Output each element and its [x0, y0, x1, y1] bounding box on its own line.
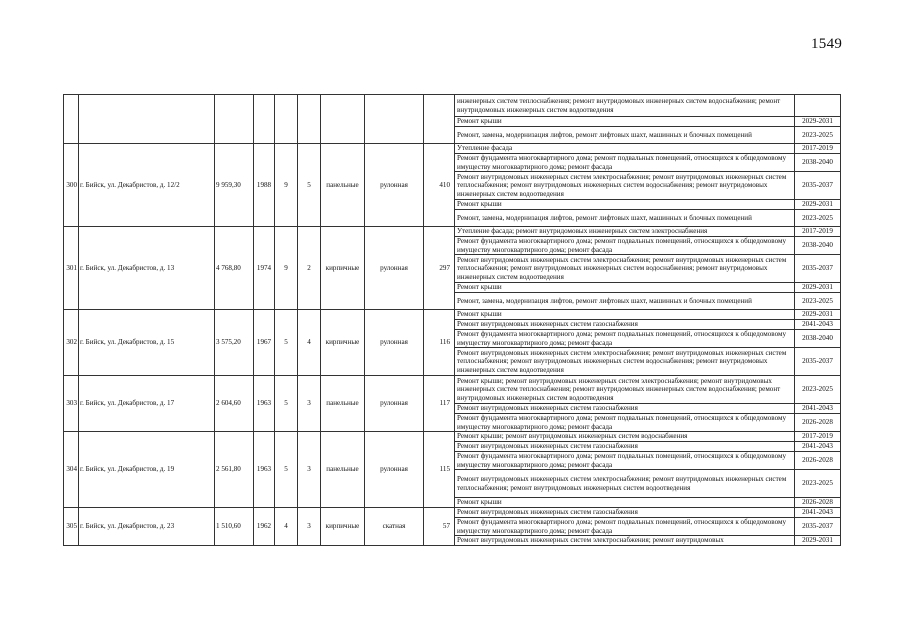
entrances-cell: 3 — [298, 508, 321, 546]
wall-material-cell: панельные — [321, 376, 365, 432]
cont-floors-cell — [275, 95, 298, 144]
floors-cell: 5 — [275, 432, 298, 508]
wall-material-cell: кирпичные — [321, 508, 365, 546]
address-cell: г. Бийск, ул. Декабристов, д. 13 — [79, 227, 215, 310]
area-cell: 2 561,80 — [215, 432, 254, 508]
residents-cell: 410 — [424, 144, 455, 227]
period-cell: 2023-2025 — [795, 470, 841, 498]
table-row — [64, 310, 841, 320]
address-cell: г. Бийск, ул. Декабристов, д. 23 — [79, 508, 215, 546]
table-row — [64, 144, 841, 154]
residents-cell: 57 — [424, 508, 455, 546]
period-cell: 2041-2043 — [795, 404, 841, 414]
period-cell: 2029-2031 — [795, 536, 841, 546]
cont-address-cell — [79, 95, 215, 144]
work-cell: Ремонт внутридомовых инженерных систем газоснабжения — [455, 320, 795, 330]
work-cell: инженерных систем теплоснабжения; ремонт внутридомовых инженерных систем водоснабжения; ремонт внутридомовых инженерных систем водоотведения — [455, 95, 795, 117]
period-cell: 2041-2043 — [795, 442, 841, 452]
period-cell: 2023-2025 — [795, 376, 841, 404]
year-cell: 1963 — [254, 376, 275, 432]
cont-num-cell — [64, 95, 79, 144]
year-cell: 1988 — [254, 144, 275, 227]
work-cell: Ремонт, замена, модернизация лифтов, ремонт лифтовых шахт, машинных и блочных помещений — [455, 293, 795, 310]
work-cell: Ремонт крыши — [455, 283, 795, 293]
work-cell: Ремонт крыши; ремонт внутридомовых инженерных систем водоснабжения — [455, 432, 795, 442]
work-cell: Ремонт фундамента многоквартирного дома; ремонт подвальных помещений, относящихся к общедомовому имуществу многоквартирного дома; ремонт фасада — [455, 154, 795, 172]
roof-type-cell: рулонная — [365, 376, 424, 432]
period-cell: 2035-2037 — [795, 348, 841, 376]
period-cell: 2029-2031 — [795, 200, 841, 210]
period-cell: 2041-2043 — [795, 320, 841, 330]
period-cell: 2029-2031 — [795, 310, 841, 320]
work-cell: Ремонт крыши; ремонт внутридомовых инженерных систем электроснабжения; ремонт внутридомовых инженерных систем теплоснабжения; ремонт внутридомовых инженерных систем водоснабжения; ремонт внутридомовых инженерных систем водоотведения — [455, 376, 795, 404]
year-cell: 1963 — [254, 432, 275, 508]
residents-cell: 117 — [424, 376, 455, 432]
work-cell: Ремонт фундамента многоквартирного дома; ремонт подвальных помещений, относящихся к общедомовому имуществу многоквартирного дома; ремонт фасада — [455, 330, 795, 348]
work-cell: Ремонт фундамента многоквартирного дома; ремонт подвальных помещений, относящихся к общедомовому имуществу многоквартирного дома; ремонт фасада — [455, 452, 795, 470]
work-cell: Ремонт фундамента многоквартирного дома; ремонт подвальных помещений, относящихся к общедомовому имуществу многоквартирного дома; ремонт фасада — [455, 237, 795, 255]
address-cell: г. Бийск, ул. Декабристов, д. 17 — [79, 376, 215, 432]
year-cell: 1967 — [254, 310, 275, 376]
building-number-cell: 304 — [64, 432, 79, 508]
entrances-cell: 3 — [298, 376, 321, 432]
cont-entrances-cell — [298, 95, 321, 144]
area-cell: 2 604,60 — [215, 376, 254, 432]
period-cell: 2029-2031 — [795, 283, 841, 293]
cont-roof-cell — [365, 95, 424, 144]
work-cell: Ремонт внутридомовых инженерных систем электроснабжения; ремонт внутридомовых инженерных систем теплоснабжения; ремонт внутридомовых инженерных систем водоснабжения; ремонт внутридомовых инженерных систем водоотведения — [455, 172, 795, 200]
work-cell: Ремонт внутридомовых инженерных систем электроснабжения; ремонт внутридомовых инженерных систем теплоснабжения; ремонт внутридомовых инженерных систем водоотведения — [455, 470, 795, 498]
residents-cell: 116 — [424, 310, 455, 376]
roof-type-cell: рулонная — [365, 227, 424, 310]
cont-residents-cell — [424, 95, 455, 144]
floors-cell: 4 — [275, 508, 298, 546]
building-number-cell: 302 — [64, 310, 79, 376]
roof-type-cell: рулонная — [365, 310, 424, 376]
period-cell: 2023-2025 — [795, 293, 841, 310]
wall-material-cell: панельные — [321, 432, 365, 508]
work-cell: Ремонт, замена, модернизация лифтов, ремонт лифтовых шахт, машинных и блочных помещений — [455, 210, 795, 227]
area-cell: 4 768,80 — [215, 227, 254, 310]
period-cell: 2017-2019 — [795, 227, 841, 237]
roof-type-cell: рулонная — [365, 144, 424, 227]
roof-type-cell: рулонная — [365, 432, 424, 508]
area-cell: 3 575,20 — [215, 310, 254, 376]
period-cell: 2026-2028 — [795, 414, 841, 432]
building-number-cell: 305 — [64, 508, 79, 546]
period-cell: 2038-2040 — [795, 237, 841, 255]
work-cell: Ремонт внутридомовых инженерных систем электроснабжения; ремонт внутридомовых инженерных систем теплоснабжения; ремонт внутридомовых инженерных систем водоснабжения; ремонт внутридомовых инженерных систем водоотведения — [455, 348, 795, 376]
table-row-continuation — [64, 95, 841, 117]
period-cell: 2035-2037 — [795, 172, 841, 200]
page-number: 1549 — [811, 36, 843, 52]
address-cell: г. Бийск, ул. Декабристов, д. 12/2 — [79, 144, 215, 227]
period-cell: 2023-2025 — [795, 210, 841, 227]
work-cell: Ремонт крыши — [455, 310, 795, 320]
cont-walls-cell — [321, 95, 365, 144]
period-cell — [795, 95, 841, 117]
wall-material-cell: кирпичные — [321, 310, 365, 376]
year-cell: 1974 — [254, 227, 275, 310]
address-cell: г. Бийск, ул. Декабристов, д. 19 — [79, 432, 215, 508]
work-cell: Ремонт внутридомовых инженерных систем газоснабжения — [455, 404, 795, 414]
work-cell: Ремонт фундамента многоквартирного дома; ремонт подвальных помещений, относящихся к общедомовому имуществу многоквартирного дома; ремонт фасада — [455, 518, 795, 536]
period-cell: 2035-2037 — [795, 518, 841, 536]
building-number-cell: 303 — [64, 376, 79, 432]
entrances-cell: 2 — [298, 227, 321, 310]
entrances-cell: 4 — [298, 310, 321, 376]
table-row — [64, 376, 841, 404]
table-body — [64, 95, 841, 546]
table-row — [64, 508, 841, 518]
work-cell: Ремонт внутридомовых инженерных систем электроснабжения; ремонт внутридомовых инженерных систем теплоснабжения; ремонт внутридомовых инженерных систем водоснабжения; ремонт внутридомовых инженерных систем водоотведения — [455, 255, 795, 283]
table-row — [64, 432, 841, 442]
building-number-cell: 301 — [64, 227, 79, 310]
residents-cell: 297 — [424, 227, 455, 310]
wall-material-cell: кирпичные — [321, 227, 365, 310]
floors-cell: 5 — [275, 310, 298, 376]
work-cell: Ремонт крыши — [455, 117, 795, 127]
work-cell: Утепление фасада — [455, 144, 795, 154]
building-number-cell: 300 — [64, 144, 79, 227]
area-cell: 9 959,30 — [215, 144, 254, 227]
floors-cell: 9 — [275, 227, 298, 310]
floors-cell: 9 — [275, 144, 298, 227]
area-cell: 1 510,60 — [215, 508, 254, 546]
period-cell: 2023-2025 — [795, 127, 841, 144]
period-cell: 2017-2019 — [795, 144, 841, 154]
table-row — [64, 227, 841, 237]
period-cell: 2038-2040 — [795, 154, 841, 172]
work-cell: Ремонт фундамента многоквартирного дома; ремонт подвальных помещений, относящихся к общедомовому имуществу многоквартирного дома; ремонт фасада — [455, 414, 795, 432]
cont-area-cell — [215, 95, 254, 144]
entrances-cell: 5 — [298, 144, 321, 227]
roof-type-cell: скатная — [365, 508, 424, 546]
period-cell: 2029-2031 — [795, 117, 841, 127]
period-cell: 2038-2040 — [795, 330, 841, 348]
address-cell: г. Бийск, ул. Декабристов, д. 15 — [79, 310, 215, 376]
repair-schedule-table — [63, 94, 841, 546]
year-cell: 1962 — [254, 508, 275, 546]
period-cell: 2035-2037 — [795, 255, 841, 283]
period-cell: 2026-2028 — [795, 498, 841, 508]
work-cell: Ремонт внутридомовых инженерных систем газоснабжения — [455, 442, 795, 452]
work-cell: Ремонт крыши — [455, 200, 795, 210]
residents-cell: 115 — [424, 432, 455, 508]
period-cell: 2017-2019 — [795, 432, 841, 442]
wall-material-cell: панельные — [321, 144, 365, 227]
period-cell: 2026-2028 — [795, 452, 841, 470]
work-cell: Ремонт крыши — [455, 498, 795, 508]
work-cell: Ремонт внутридомовых инженерных систем газоснабжения — [455, 508, 795, 518]
period-cell: 2041-2043 — [795, 508, 841, 518]
work-cell: Ремонт, замена, модернизация лифтов, ремонт лифтовых шахт, машинных и блочных помещений — [455, 127, 795, 144]
floors-cell: 5 — [275, 376, 298, 432]
work-cell: Ремонт внутридомовых инженерных систем электроснабжения; ремонт внутридомовых — [455, 536, 795, 546]
cont-year-cell — [254, 95, 275, 144]
entrances-cell: 3 — [298, 432, 321, 508]
work-cell: Утепление фасада; ремонт внутридомовых инженерных систем электроснабжения — [455, 227, 795, 237]
